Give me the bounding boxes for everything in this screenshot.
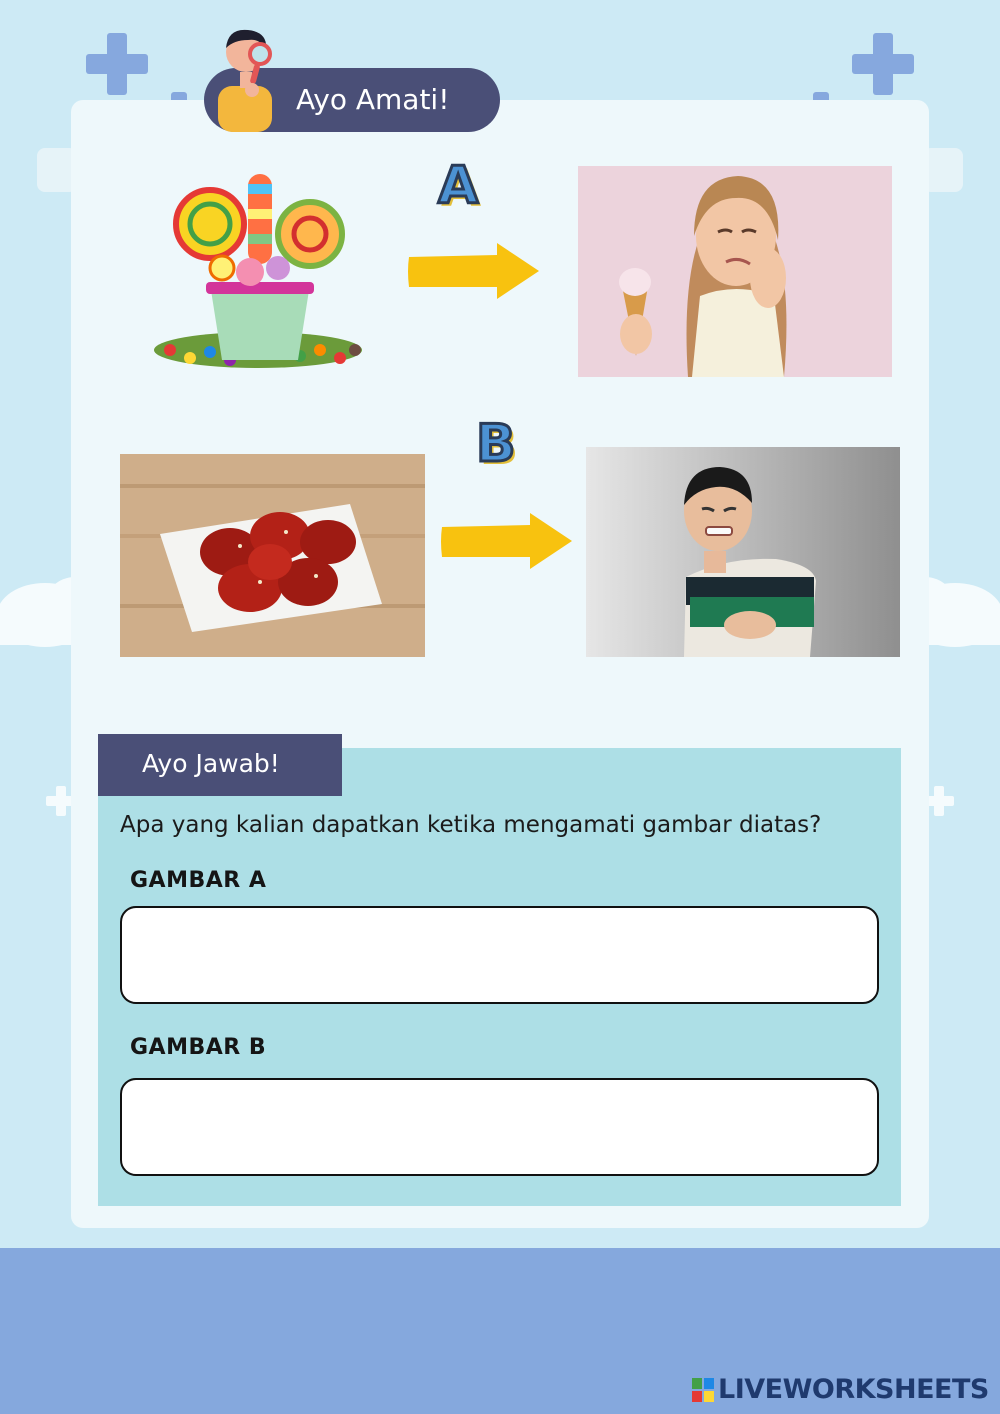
gambar-b-label: GAMBAR B [130,1035,267,1060]
liveworksheets-brand[interactable] [692,1374,992,1406]
gambar-b-answer-input[interactable] [120,1078,879,1176]
right-arrow-icon [438,513,572,569]
panel-side-tab [923,148,963,192]
candy-image [150,164,368,380]
fried-chicken-image [120,454,425,657]
plus-decoration-icon [852,33,914,95]
right-arrow-icon [405,243,539,299]
brand-name: LIVEWORKSHEETS [718,1374,989,1405]
page-title: Ayo Amati! [296,83,450,116]
gambar-a-answer-input[interactable] [120,906,879,1004]
girl-toothache-image [578,166,892,377]
liveworksheets-logo-icon [692,1378,714,1406]
gambar-a-label: GAMBAR A [130,868,267,893]
label-a-badge: A [438,156,479,216]
plus-decoration-icon [86,33,148,95]
label-b-badge: B [476,414,516,474]
question-text: Apa yang kalian dapatkan ketika mengamati gambar diatas? [120,812,822,838]
answer-tab-label: Ayo Jawab! [142,749,280,778]
boy-stomachache-image [586,447,900,657]
kid-magnifier-icon [210,26,290,136]
